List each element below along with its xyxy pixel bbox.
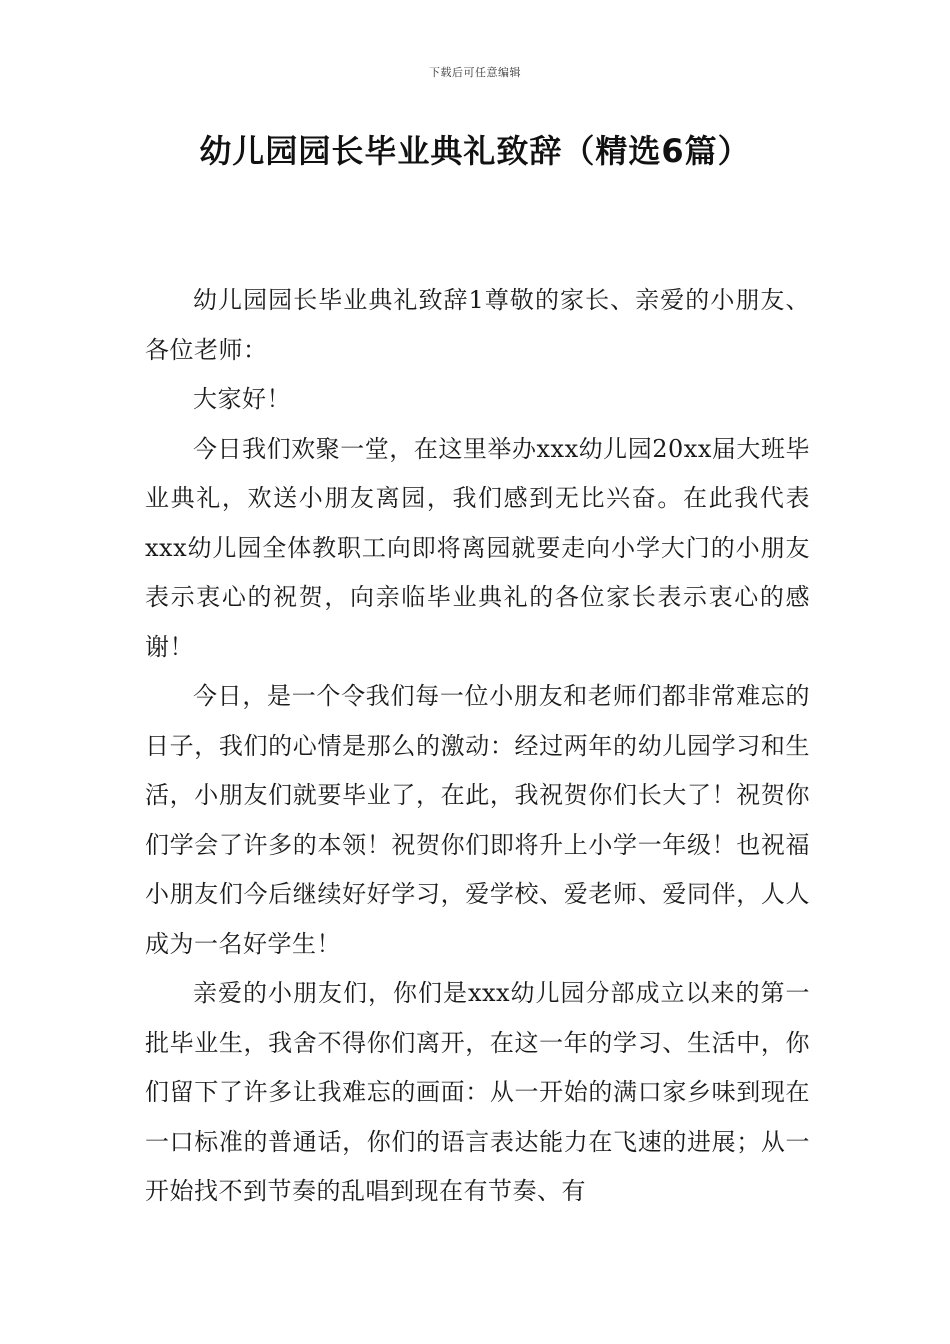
document-title: 幼儿园园长毕业典礼致辞（精选6篇） [199, 132, 751, 170]
paragraph: 亲爱的小朋友们，你们是xxx幼儿园分部成立以来的第一批毕业生，我舍不得你们离开，在这一年的学习、生活中，你们留下了许多让我难忘的画面：从一开始的满口家乡味到现在一口标准的普通话，你们的语言表达能力在飞速的进展；从一开始找不到节奏的乱唱到现在有节奏、有 [145, 979, 810, 1205]
paragraph: 幼儿园园长毕业典礼致辞1尊敬的家长、亲爱的小朋友、各位老师： [145, 286, 810, 364]
page-header-note: 下载后可任意编辑 [429, 66, 521, 79]
paragraph: 今日我们欢聚一堂，在这里举办xxx幼儿园20xx届大班毕业典礼，欢送小朋友离园，我们感到无比兴奋。在此我代表xxx幼儿园全体教职工向即将离园就要走向小学大门的小朋友表示衷心的祝贺，向亲临毕业典礼的各位家长表示衷心的感谢！ [145, 434, 810, 661]
paragraph: 大家好！ [193, 385, 291, 413]
paragraph: 今日，是一个令我们每一位小朋友和老师们都非常难忘的日子，我们的心情是那么的激动：经过两年的幼儿园学习和生活，小朋友们就要毕业了，在此，我祝贺你们长大了！祝贺你们学会了许多的本领！祝贺你们即将升上小学一年级！也祝福小朋友们今后继续好好学习，爱学校、爱老师、爱同伴，人人成为一名好学生！ [145, 682, 810, 958]
document-body [145, 276, 810, 1217]
